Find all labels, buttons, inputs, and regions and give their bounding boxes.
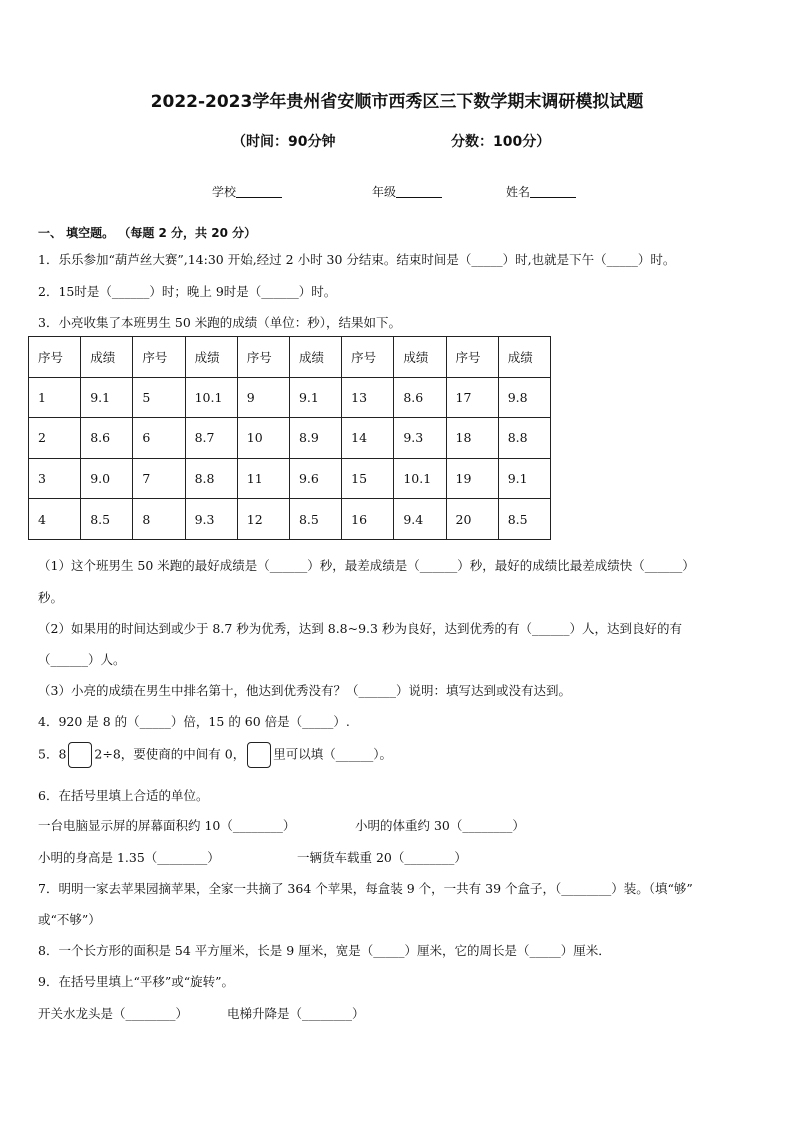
table-cell: 9.6 [289,458,341,499]
exam-title: 2022-2023学年贵州省安顺市西秀区三下数学期末调研模拟试题 [150,92,644,112]
table-cell: 8 [133,499,185,540]
name-field [506,183,576,200]
question-5-part2: 2÷8，要使商的中间有 0， [94,746,246,762]
table-header-cell: 序号 [446,337,498,378]
grade-label: 年级 [372,185,397,199]
table-header-row [29,337,551,378]
question-9-b: 电梯升降是（________） [227,1006,365,1021]
table-cell: 19 [446,458,498,499]
grade-blank[interactable] [396,184,442,198]
question-6-a: 一台电脑显示屏的屏幕面积约 10（________） [38,818,296,833]
table-cell: 9.1 [289,377,341,418]
school-field [212,183,282,200]
table-row [29,499,551,540]
answer-box[interactable] [247,742,271,768]
question-3-2-line1: （2）如果用的时间达到或少于 8.7 秒为优秀，达到 8.8~9.3 秒为良好，达到优秀的有（______）人，达到良好的有 [38,621,682,636]
table-cell: 5 [133,377,185,418]
table-cell: 13 [342,377,394,418]
table-cell: 10 [237,418,289,459]
table-header-cell: 成绩 [289,337,341,378]
question-3-3: （3）小亮的成绩在男生中排名第十，他达到优秀没有？（______）说明：填写达到或没有达到。 [38,683,571,698]
question-4: 4．920 是 8 的（_____）倍，15 的 60 倍是（_____）. [38,714,350,729]
table-header-cell: 成绩 [498,337,550,378]
table-cell: 8.6 [394,377,446,418]
question-7-line2: 或“不够”） [38,912,101,927]
table-header-cell: 序号 [237,337,289,378]
question-3-2-line2: （______）人。 [38,652,126,667]
table-cell: 16 [342,499,394,540]
table-cell: 9.3 [185,499,237,540]
question-6-d: 一辆货车载重 20（________） [297,850,467,865]
table-cell: 9.1 [81,377,133,418]
table-header-cell: 序号 [133,337,185,378]
name-blank[interactable] [530,184,576,198]
table-cell: 9.1 [498,458,550,499]
question-5 [38,742,392,768]
scores-table [28,336,551,540]
section-heading: 一、 填空题。 （每题 2 分，共 20 分） [38,226,257,240]
table-cell: 11 [237,458,289,499]
table-cell: 3 [29,458,81,499]
question-9: 9．在括号里填上“平移”或“旋转”。 [38,974,235,989]
table-cell: 12 [237,499,289,540]
table-cell: 8.6 [81,418,133,459]
school-blank[interactable] [236,184,282,198]
question-3-1-line1: （1）这个班男生 50 米跑的最好成绩是（______）秒，最差成绩是（______）秒，最好的成绩比最差成绩快（______） [38,558,695,573]
question-6-c: 小明的身高是 1.35（________） [38,850,220,865]
digit-box[interactable] [68,742,92,768]
table-cell: 9 [237,377,289,418]
table-cell: 9.3 [394,418,446,459]
table-cell: 6 [133,418,185,459]
table-cell: 9.4 [394,499,446,540]
table-row [29,377,551,418]
table-cell: 8.8 [498,418,550,459]
table-cell: 18 [446,418,498,459]
table-cell: 9.0 [81,458,133,499]
name-label: 姓名 [506,185,531,199]
time-label: （时间：90分钟 [232,134,336,150]
table-header-cell: 成绩 [81,337,133,378]
table-cell: 20 [446,499,498,540]
table-header-cell: 序号 [342,337,394,378]
question-3-1-line2: 秒。 [38,590,64,605]
grade-field [372,183,442,200]
table-header-cell: 序号 [29,337,81,378]
question-1: 1．乐乐参加“葫芦丝大赛”,14:30 开始,经过 2 小时 30 分结束。结束时间是（_____）时,也就是下午（_____）时。 [38,252,676,267]
table-cell: 8.8 [185,458,237,499]
table-cell: 7 [133,458,185,499]
table-cell: 15 [342,458,394,499]
table-header-cell: 成绩 [185,337,237,378]
table-cell: 8.5 [81,499,133,540]
table-cell: 10.1 [185,377,237,418]
question-8: 8．一个长方形的面积是 54 平方厘米，长是 9 厘米，宽是（_____）厘米，它的周长是（_____）厘米． [38,943,611,958]
question-6: 6．在括号里填上合适的单位。 [38,788,209,803]
table-cell: 17 [446,377,498,418]
question-5-part3: 里可以填（______）。 [273,746,392,762]
table-cell: 8.9 [289,418,341,459]
table-row [29,418,551,459]
question-6-b: 小明的体重约 30（________） [355,818,525,833]
question-5-part1: 5．8 [38,746,67,762]
table-cell: 8.7 [185,418,237,459]
question-2: 2．15时是（______）时；晚上 9时是（______）时。 [38,284,337,299]
table-row [29,458,551,499]
table-cell: 8.5 [289,499,341,540]
table-cell: 14 [342,418,394,459]
score-label: 分数：100分） [451,134,551,150]
table-cell: 8.5 [498,499,550,540]
question-9-a: 开关水龙头是（________） [38,1006,189,1021]
table-cell: 4 [29,499,81,540]
table-cell: 10.1 [394,458,446,499]
table-cell: 2 [29,418,81,459]
table-cell: 1 [29,377,81,418]
table-header-cell: 成绩 [394,337,446,378]
school-label: 学校 [212,185,237,199]
question-3: 3．小亮收集了本班男生 50 米跑的成绩（单位：秒），结果如下。 [38,315,402,330]
table-cell: 9.8 [498,377,550,418]
question-7-line1: 7．明明一家去苹果园摘苹果，全家一共摘了 364 个苹果，每盒装 9 个，一共有 39 个盒子，（________）装。（填“够” [38,881,693,896]
